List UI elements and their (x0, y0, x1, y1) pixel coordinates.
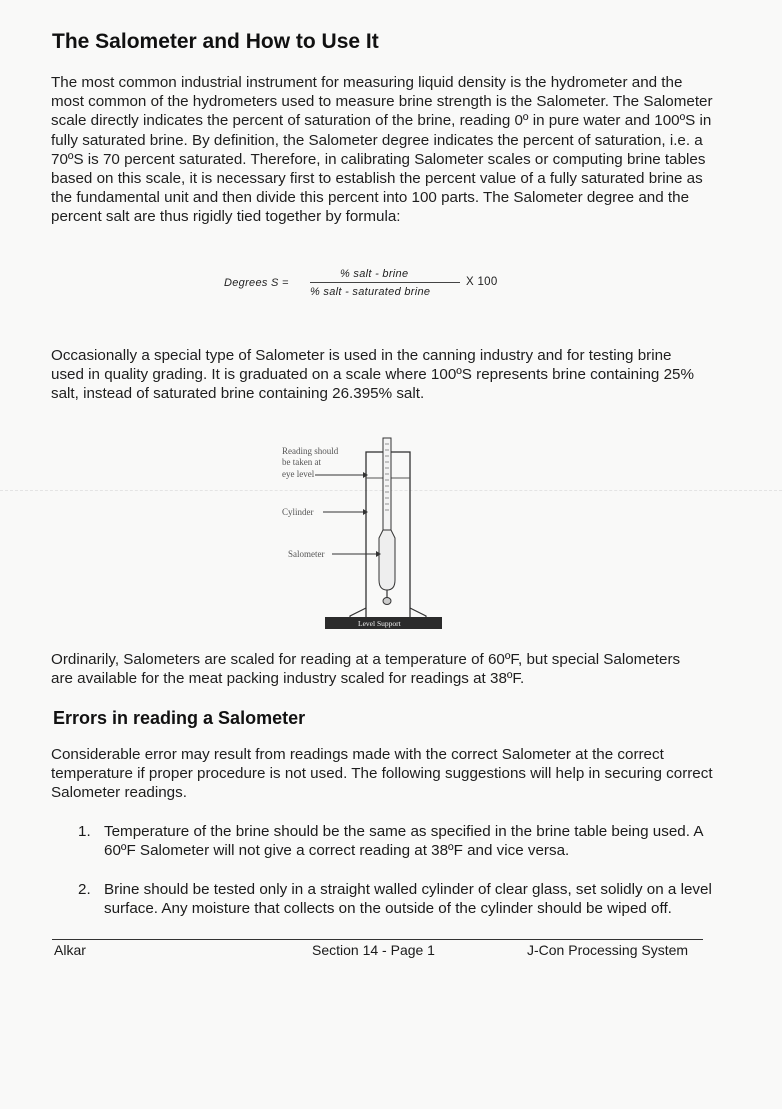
intro-paragraph: The most common industrial instrument for measuring liquid density is the hydrometer and the most common of the hydrometers used to measure brine strength is the Salometer. The Salometer scale directly indicates the percent of saturation of the brine, reading 0º in pure water and 100ºS in fully saturated brine. By definition, the Salometer degree indicates the percent of saturation, i.e. a 70ºS is 70 percent saturated. Therefore, in calibrating Salometer scales or computing brine tables based on this scale, it is necessary first to establish the percent value of a fully saturated brine as the fundamental unit and then divide this percent into 100 parts. The Salometer degree and the percent salt are thus rigidly tied together by formula: (51, 74, 713, 226)
label-level-support: Level Support (358, 619, 401, 628)
salometer-bulb (379, 530, 395, 590)
label-reading-line1: Reading should (282, 446, 339, 456)
special-salometer-paragraph: Occasionally a special type of Salometer is used in the canning industry and for testing brine used in quality grading. It is graduated on a scale where 100ºS represents brine containing 25% salt, instead of saturated brine containing 26.395% salt. (51, 347, 694, 403)
list-item-text: Brine should be tested only in a straight walled cylinder of clear glass, set solidly on a level surface. Any moisture that collects on the outside of the cylinder should be wiped off. (104, 881, 712, 918)
list-item-number: 1. (78, 823, 91, 840)
label-reading-line2: be taken at (282, 457, 321, 467)
label-salometer: Salometer (288, 549, 325, 559)
page-title: The Salometer and How to Use It (52, 30, 379, 53)
footer-page-number: Section 14 - Page 1 (312, 942, 435, 958)
salometer-stem (383, 438, 391, 530)
errors-heading: Errors in reading a Salometer (53, 708, 306, 728)
ordinary-paragraph: Ordinarily, Salometers are scaled for reading at a temperature of 60ºF, but special Salometers are available for the meat packing industry scaled for readings at 38ºF. (51, 651, 681, 688)
formula-denominator: % salt - saturated brine (310, 286, 431, 298)
formula-multiplier: X 100 (466, 276, 498, 288)
list-item-text: Temperature of the brine should be the same as specified in the brine table being used. A 60ºF Salometer will not give a correct reading at 38ºF and vice versa. (104, 823, 703, 860)
formula-lhs: Degrees S = (224, 277, 289, 289)
formula-numerator: % salt - brine (340, 268, 409, 280)
salometer-formula (222, 266, 522, 302)
salometer-diagram (270, 430, 455, 635)
formula-fraction-line (310, 282, 460, 283)
errors-paragraph: Considerable error may result from readings made with the correct Salometer at the correct temperature if proper procedure is not used. The following suggestions will help in securing correct Salometer readings. (51, 746, 713, 802)
footer-right: J-Con Processing System (527, 942, 689, 958)
footer-left: Alkar (54, 942, 86, 958)
label-cylinder: Cylinder (282, 507, 314, 517)
list-item-number: 2. (78, 881, 91, 898)
label-reading-line3: eye level (282, 469, 315, 479)
footer-rule (52, 939, 703, 940)
salometer-figure (270, 430, 455, 635)
salometer-ballast (383, 598, 391, 605)
